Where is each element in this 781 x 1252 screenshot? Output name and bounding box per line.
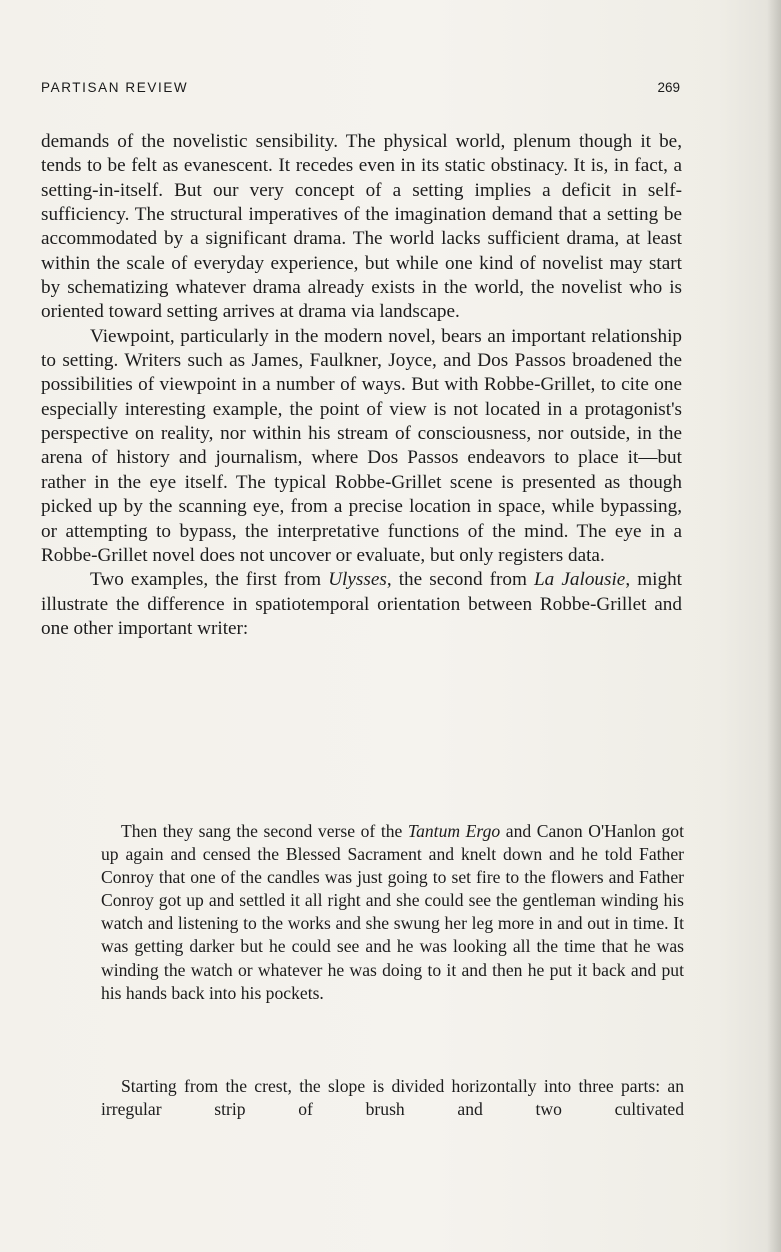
paragraph-3-part-a: Two examples, the first from <box>90 569 329 591</box>
title-la-jalousie: La Jalousie <box>534 569 626 591</box>
quote-2-paragraph: Starting from the crest, the slope is divided horizontally into three parts: an irregular strip of brush and two cultivated <box>101 1076 684 1120</box>
page-edge-shadow <box>767 0 781 1252</box>
paragraph-1: demands of the novelistic sensibility. The physical world, plenum though it be, tends to be felt as evanescent. It recedes even in its static obstinacy. It is, in fact, a setting-in-itself. But our very concept of a setting implies a deficit in self-sufficiency. The structural imperatives of the imagination demand that a setting be accommodated by a significant drama. The world lacks sufficient drama, at least within the scale of everyday experience, but while one kind of novelist may start by schematizing whatever drama already exists in the world, the novelist who is oriented toward setting arrives at drama via landscape. <box>41 131 682 323</box>
quote-1-paragraph <box>101 820 684 1005</box>
paragraph-2: Viewpoint, particularly in the modern novel, bears an important relationship to setting. Writers such as James, Faulkner, Joyce, and Dos Passos broadened the possibilities of viewpoint in a number of ways. But with Robbe-Grillet, to cite one especially interesting example, the point of view is not located in a protagonist's perspective on reality, nor within his stream of consciousness, nor outside, in the arena of history and journalism, where Dos Passos endeavors to place it—but rather in the eye itself. The typical Robbe-Grillet scene is presented as though picked up by the scanning eye, from a precise location in space, while bypassing, or attempting to bypass, the interpretative functions of the mind. The eye in a Robbe-Grillet novel does not uncover or evaluate, but only registers data. <box>41 325 682 566</box>
paragraph-3-part-c: , might illustrate the difference in spatiotemporal orientation between Robbe-Grillet and one other important writer: <box>41 569 682 639</box>
main-text <box>41 130 682 641</box>
block-quote-ulysses <box>101 820 684 1005</box>
quote-1-part-a: Then they sang the second verse of the <box>121 821 408 841</box>
block-quote-la-jalousie <box>101 1075 684 1121</box>
page-number: 269 <box>657 80 680 95</box>
paragraph-3-part-b: , the second from <box>386 569 535 591</box>
title-ulysses: Ulysses <box>328 569 387 591</box>
paragraph-3 <box>41 568 682 641</box>
quote-1-part-b: and Canon O'Hanlon got up again and censed the Blessed Sacrament and knelt down and he told Father Conroy that one of the candles was just going to set fire to the flowers and Father Conroy got up and settled it all right and she could see the gentleman winding his watch and listening to the works and she swung her leg more in and out in time. It was getting darker but he could see and he was looking all the time that he was winding the watch or whatever he was doing to it and then he put it back and put his hands back into his pockets. <box>101 821 684 1003</box>
running-head <box>41 80 680 100</box>
journal-title: PARTISAN REVIEW <box>41 80 189 95</box>
title-tantum-ergo: Tantum Ergo <box>407 821 501 841</box>
